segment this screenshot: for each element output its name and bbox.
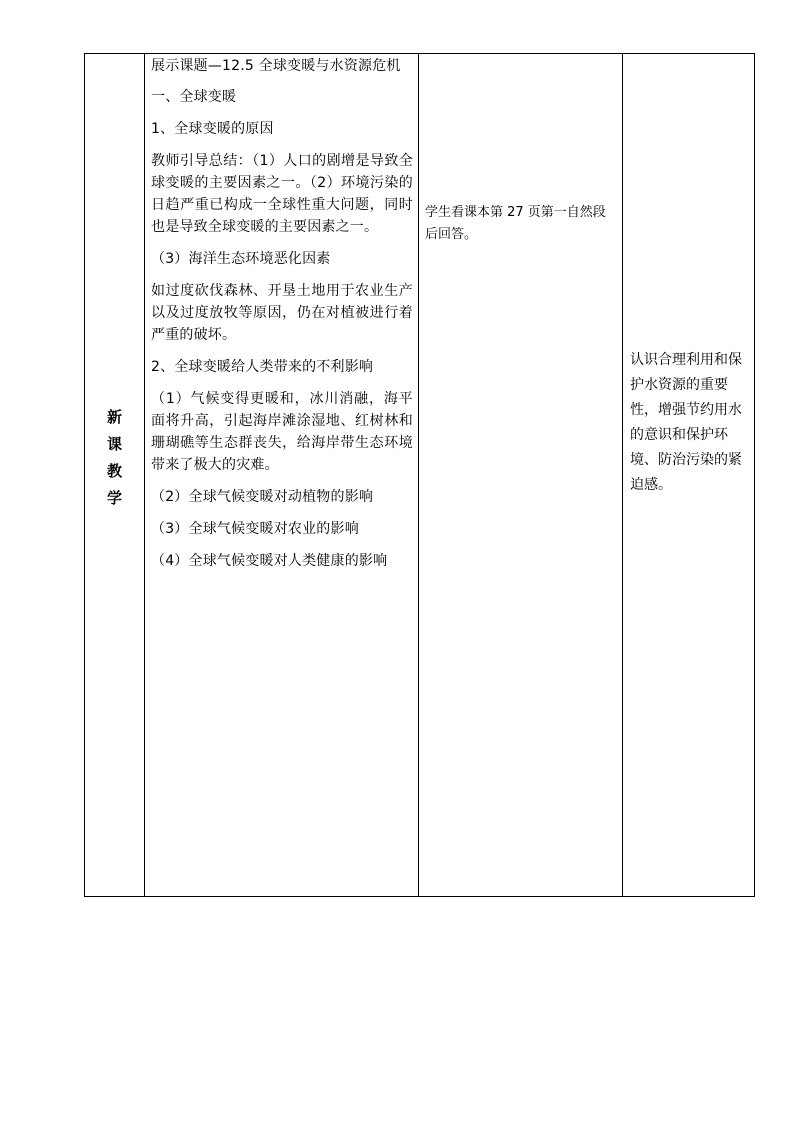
stage-char: 教	[106, 462, 122, 480]
subsection-heading: 2、全球变暖给人类带来的不利影响	[151, 359, 374, 375]
paragraph: （2）全球气候变暖对动植物的影响	[151, 489, 374, 505]
subsection-heading: 1、全球变暖的原因	[151, 121, 274, 137]
stage-label	[85, 404, 144, 512]
student-activity-cell	[419, 54, 623, 897]
paragraph: （3）海洋生态环境恶化因素	[151, 251, 331, 267]
student-activity-text: 学生看课本第 27 页第一自然段后回答。	[425, 205, 606, 242]
stage-char: 新	[106, 408, 122, 426]
design-intent-cell	[623, 54, 755, 897]
lesson-title: 展示课题—12.5 全球变暖与水资源危机	[151, 58, 401, 74]
paragraph: 教师引导总结：（1）人口的剧增是导致全球变暖的主要因素之一。（2）环境污染的日趋严重已构成一全球性重大问题，同时也是导致全球变暖的主要因素之一。	[151, 153, 413, 235]
paragraph: （1）气候变得更暖和，冰川消融，海平面将升高，引起海岸滩涂湿地、红树林和珊瑚礁等生态群丧失，给海岸带生态环境带来了极大的灾难。	[151, 391, 413, 473]
lesson-plan-table	[84, 53, 755, 897]
paragraph: （4）全球气候变暖对人类健康的影响	[151, 553, 388, 569]
teacher-activity-cell	[145, 54, 419, 897]
paragraph: （3）全球气候变暖对农业的影响	[151, 521, 359, 537]
design-intent-text: 认识合理利用和保护水资源的重要性，增强节约用水的意识和保护环境、防治污染的紧迫感。	[630, 352, 742, 493]
table-row	[85, 54, 755, 897]
section-heading: 一、全球变暖	[151, 89, 237, 105]
stage-cell	[85, 54, 145, 897]
stage-char: 课	[106, 435, 122, 453]
stage-char: 学	[106, 489, 122, 507]
paragraph: 如过度砍伐森林、开垦土地用于农业生产以及过度放牧等原因，仍在对植被进行着严重的破坏。	[151, 283, 413, 343]
